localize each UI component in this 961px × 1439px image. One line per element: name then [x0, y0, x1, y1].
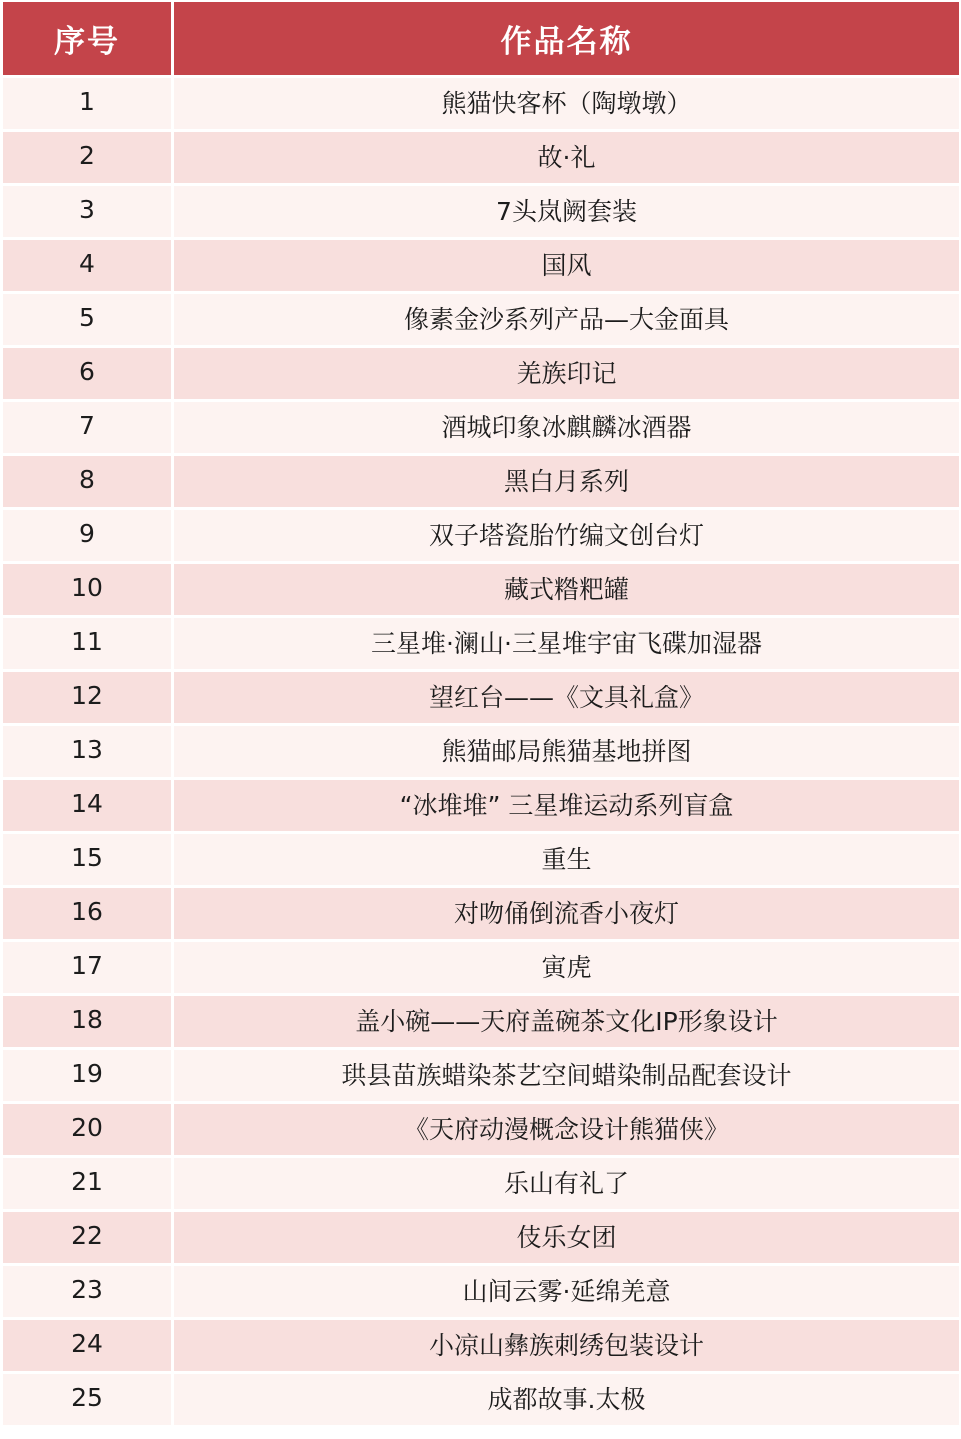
table-row — [3, 885, 959, 939]
row-work-name: 羌族印记 — [174, 345, 959, 399]
table-row — [3, 1371, 959, 1425]
row-serial-number: 7 — [3, 399, 171, 453]
row-serial-number: 10 — [3, 561, 171, 615]
row-serial-number: 12 — [3, 669, 171, 723]
works-table — [3, 2, 959, 1425]
row-serial-number: 11 — [3, 615, 171, 669]
table-row — [3, 669, 959, 723]
row-serial-number: 4 — [3, 237, 171, 291]
row-serial-number: 9 — [3, 507, 171, 561]
row-work-name: 熊猫快客杯（陶墩墩） — [174, 75, 959, 129]
table-row — [3, 237, 959, 291]
row-serial-number: 8 — [3, 453, 171, 507]
table-header-row — [3, 2, 959, 75]
row-work-name: 双子塔瓷胎竹编文创台灯 — [174, 507, 959, 561]
row-work-name: 酒城印象冰麒麟冰酒器 — [174, 399, 959, 453]
row-serial-number: 14 — [3, 777, 171, 831]
row-serial-number: 16 — [3, 885, 171, 939]
row-work-name: 成都故事.太极 — [174, 1371, 959, 1425]
row-serial-number: 20 — [3, 1101, 171, 1155]
row-work-name: 故·礼 — [174, 129, 959, 183]
row-work-name: 珙县苗族蜡染茶艺空间蜡染制品配套设计 — [174, 1047, 959, 1101]
row-serial-number: 17 — [3, 939, 171, 993]
table-row — [3, 129, 959, 183]
table-row — [3, 723, 959, 777]
row-serial-number: 19 — [3, 1047, 171, 1101]
row-serial-number: 1 — [3, 75, 171, 129]
table-row — [3, 345, 959, 399]
row-work-name: “冰堆堆” 三星堆运动系列盲盒 — [174, 777, 959, 831]
row-work-name: 三星堆·澜山·三星堆宇宙飞碟加湿器 — [174, 615, 959, 669]
table-row — [3, 1263, 959, 1317]
table-body — [3, 75, 959, 1425]
row-work-name: 黑白月系列 — [174, 453, 959, 507]
table-row — [3, 183, 959, 237]
row-serial-number: 13 — [3, 723, 171, 777]
row-work-name: 乐山有礼了 — [174, 1155, 959, 1209]
row-serial-number: 2 — [3, 129, 171, 183]
row-work-name: 像素金沙系列产品—大金面具 — [174, 291, 959, 345]
table-row — [3, 75, 959, 129]
row-work-name: 对吻俑倒流香小夜灯 — [174, 885, 959, 939]
header-work-name: 作品名称 — [174, 2, 959, 75]
row-serial-number: 5 — [3, 291, 171, 345]
row-work-name: 盖小碗——天府盖碗茶文化IP形象设计 — [174, 993, 959, 1047]
table-row — [3, 1101, 959, 1155]
row-work-name: 重生 — [174, 831, 959, 885]
table-row — [3, 993, 959, 1047]
row-work-name: 小凉山彝族刺绣包装设计 — [174, 1317, 959, 1371]
row-serial-number: 3 — [3, 183, 171, 237]
row-work-name: 7头岚阙套装 — [174, 183, 959, 237]
table-row — [3, 615, 959, 669]
table-row — [3, 561, 959, 615]
row-serial-number: 21 — [3, 1155, 171, 1209]
table-row — [3, 1317, 959, 1371]
header-serial-number: 序号 — [3, 2, 171, 75]
row-serial-number: 22 — [3, 1209, 171, 1263]
table-row — [3, 507, 959, 561]
row-serial-number: 23 — [3, 1263, 171, 1317]
table-row — [3, 399, 959, 453]
table-row — [3, 777, 959, 831]
row-work-name: 望红台——《文具礼盒》 — [174, 669, 959, 723]
row-serial-number: 24 — [3, 1317, 171, 1371]
row-work-name: 山间云雾·延绵羌意 — [174, 1263, 959, 1317]
row-serial-number: 25 — [3, 1371, 171, 1425]
table-row — [3, 1209, 959, 1263]
row-work-name: 藏式糌粑罐 — [174, 561, 959, 615]
row-serial-number: 6 — [3, 345, 171, 399]
table-row — [3, 453, 959, 507]
row-work-name: 熊猫邮局熊猫基地拼图 — [174, 723, 959, 777]
row-serial-number: 15 — [3, 831, 171, 885]
row-work-name: 寅虎 — [174, 939, 959, 993]
table-row — [3, 939, 959, 993]
row-serial-number: 18 — [3, 993, 171, 1047]
row-work-name: 伎乐女团 — [174, 1209, 959, 1263]
table-row — [3, 1155, 959, 1209]
row-work-name: 《天府动漫概念设计熊猫侠》 — [174, 1101, 959, 1155]
table-row — [3, 1047, 959, 1101]
table-row — [3, 291, 959, 345]
row-work-name: 国风 — [174, 237, 959, 291]
table-row — [3, 831, 959, 885]
